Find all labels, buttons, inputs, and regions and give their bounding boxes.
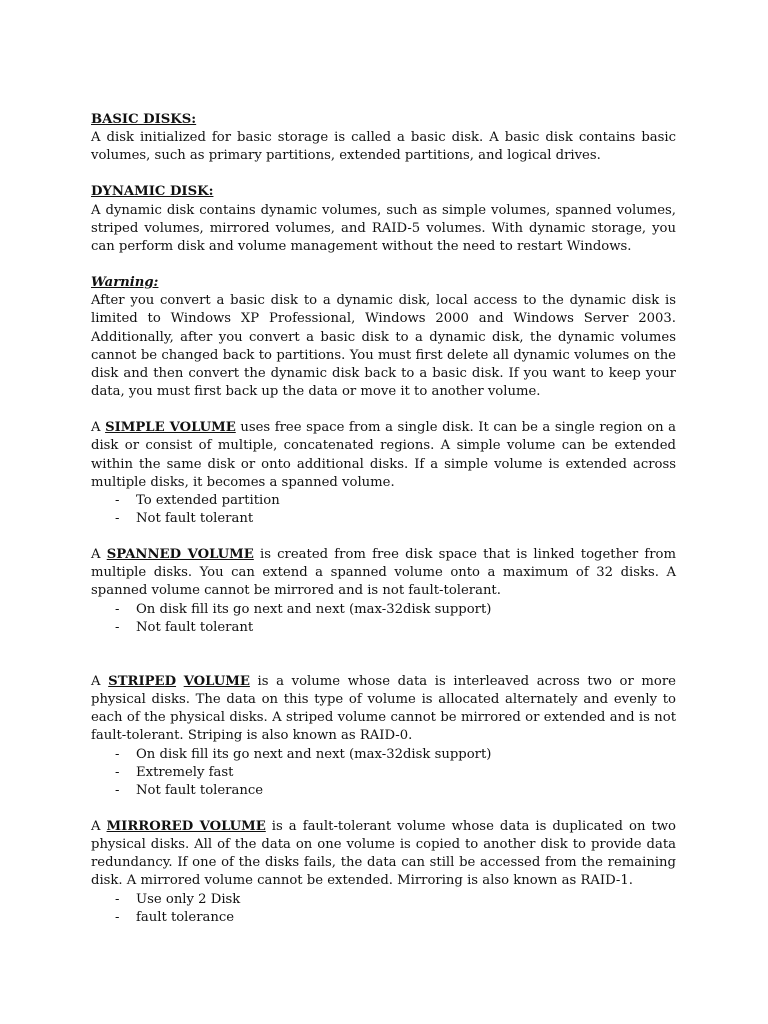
mirrored-volume-term: MIRRORED VOLUME (106, 819, 266, 834)
mirrored-volume-paragraph (91, 818, 676, 891)
article: A (91, 420, 106, 436)
spanned-volume-term: SPANNED VOLUME (106, 547, 254, 563)
article: A (91, 547, 107, 563)
simple-volume-paragraph (91, 419, 676, 492)
list-item: - Not fault tolerant (91, 510, 676, 528)
spanned-volume-list (91, 601, 676, 637)
list-item: - Not fault tolerance (91, 782, 676, 800)
spacer (91, 165, 676, 183)
list-item: - On disk fill its go next and next (max-32disk support) (91, 601, 676, 619)
spanned-volume-paragraph (91, 546, 676, 600)
spacer (91, 256, 676, 274)
simple-volume-text: uses free space from a single disk. It can be a single region on a disk or consist of multiple, concatenated regions. A simple volume can be extended within the same disk or onto additional disks. If a simple volume is extended across multiple disks, it becomes a spanned volume. (91, 420, 677, 490)
space (176, 674, 184, 689)
document-page (91, 111, 676, 927)
warning-heading: Warning: (91, 275, 159, 291)
spacer (91, 528, 676, 546)
warning-paragraph: After you convert a basic disk to a dynamic disk, local access to the dynamic disk is limited to Windows XP Professional, Windows 2000 and Windows Server 2003. Additionally, after you convert a basic disk to a dynamic disk, the dynamic volumes cannot be changed back to partitions. You must first delete all dynamic volumes on the disk and then convert the dynamic disk back to a basic disk. If you want to keep your data, you must first back up the data or move it to another volume. (91, 293, 676, 400)
dynamic-disk-heading: DYNAMIC DISK: (91, 184, 214, 200)
list-item: - Not fault tolerant (91, 619, 676, 637)
basic-disks-heading: BASIC DISKS: (91, 112, 197, 127)
mirrored-volume-list (91, 891, 676, 927)
volume-term: VOLUME (183, 673, 250, 689)
list-item: - To extended partition (91, 492, 676, 510)
list-item: - fault tolerance (91, 909, 676, 927)
spacer (91, 800, 676, 818)
mirrored-volume-text: is a fault-tolerant volume whose data is duplicated on two physical disks. All of the data on one volume is copied to another disk to provide data redundancy. If one of the disks fails, the data can still be accessed from the remaining disk. A mirrored volume cannot be extended. Mirroring is also known as RAID-1. (91, 819, 676, 889)
article: A (91, 819, 107, 834)
simple-volume-list (91, 492, 676, 528)
list-item: - On disk fill its go next and next (max-32disk support) (91, 746, 676, 764)
striped-term: STRIPED (108, 673, 177, 689)
spacer (91, 401, 676, 419)
list-item: - Extremely fast (91, 764, 676, 782)
simple-volume-term: SIMPLE VOLUME (105, 420, 236, 436)
list-item: - Use only 2 Disk (91, 891, 676, 909)
article: A (91, 673, 109, 689)
striped-volume-list (91, 746, 676, 800)
basic-disks-paragraph: A disk initialized for basic storage is called a basic disk. A basic disk contains basic volumes, such as primary partitions, extended partitions, and logical drives. (91, 130, 676, 164)
dynamic-disk-paragraph: A dynamic disk contains dynamic volumes, such as simple volumes, spanned volumes, striped volumes, mirrored volumes, and RAID-5 volumes. With dynamic storage, you can perform disk and volume management without the need to restart Windows. (91, 202, 676, 254)
spacer (91, 637, 676, 673)
striped-volume-text: is a volume whose data is interleaved across two or more physical disks. The data on this type of volume is allocated alternately and evenly to each of the physical disks. A striped volume cannot be mirrored or extended and is not fault-tolerant. Striping is also known as RAID-0. (91, 673, 676, 744)
striped-volume-paragraph (91, 673, 676, 746)
spanned-volume-text: is created from free disk space that is linked together from multiple disks. You can extend a spanned volume onto a maximum of 32 disks. A spanned volume cannot be mirrored and is not fault-tolerant. (91, 547, 676, 599)
